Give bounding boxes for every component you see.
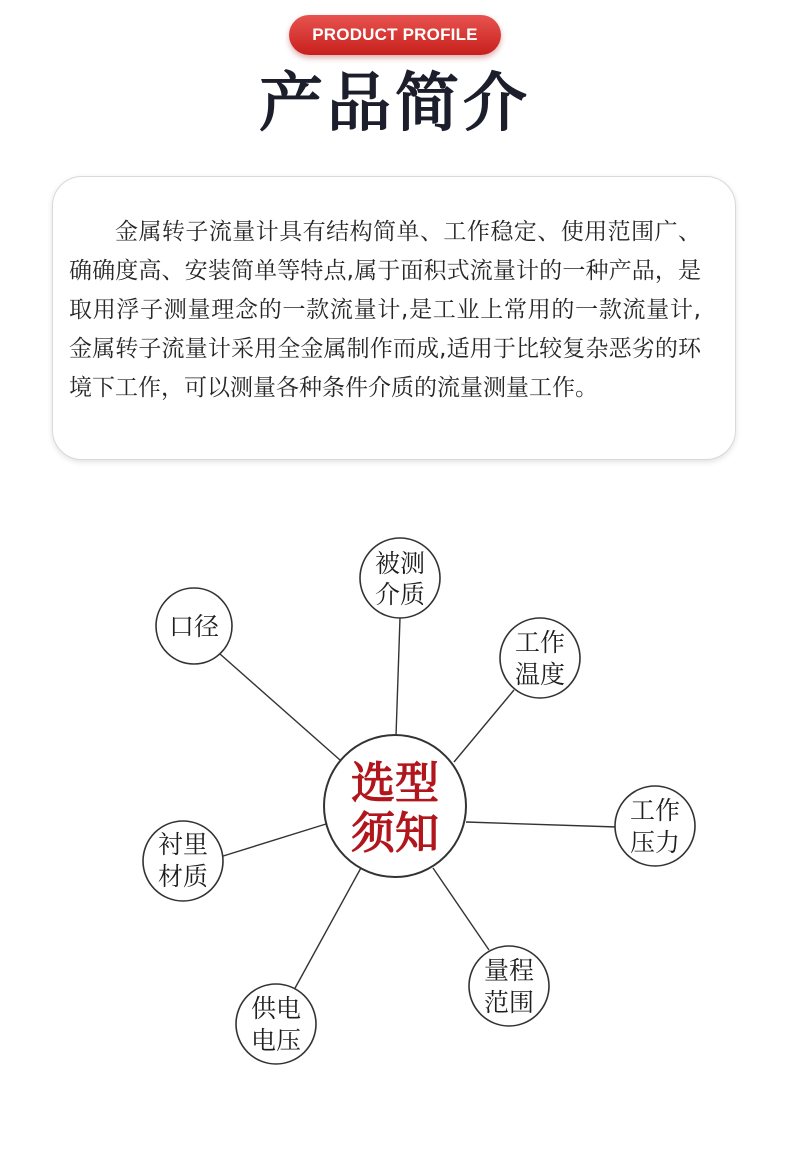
product-profile-badge: PRODUCT PROFILE [289, 15, 501, 55]
node-label-line: 材质 [157, 862, 209, 891]
node-label-line: 衬里 [157, 830, 209, 859]
center-hub [324, 735, 466, 877]
node-label-line: 压力 [629, 828, 681, 857]
node-label-line: 口径 [168, 612, 220, 641]
node-caliber [156, 588, 232, 664]
node-lining-material [143, 821, 223, 901]
node-label-line: 范围 [483, 988, 535, 1017]
node-label-line: 温度 [514, 660, 566, 689]
connector-power-supply-voltage [294, 866, 362, 990]
center-line-1: 选型 [351, 758, 439, 809]
node-working-temperature [500, 618, 580, 698]
connector-lining-material [220, 824, 326, 857]
center-line-2: 须知 [351, 808, 439, 859]
node-label-line: 电压 [250, 1026, 302, 1055]
connector-range [433, 868, 489, 950]
node-working-pressure [615, 786, 695, 866]
node-range [469, 946, 549, 1026]
connector-working-pressure [466, 822, 617, 827]
node-label-line: 量程 [483, 956, 535, 985]
connector-caliber [220, 654, 340, 760]
connector-working-temperature [454, 690, 514, 762]
connector-measured-medium [396, 618, 400, 736]
node-label-line: 供电 [250, 994, 302, 1023]
node-measured-medium [360, 538, 440, 618]
intro-paragraph: 金属转子流量计具有结构简单、工作稳定、使用范围广、确确度高、安装简单等特点,属于面积式流量计的一种产品，是取用浮子测量理念的一款流量计,是工业上常用的一款流量计,金属转子流量计采用全金属制作而成,适用于比较复杂恶劣的环境下工作，可以测量各种条件介质的流量测量工作。 [69, 219, 701, 401]
node-label-line: 被测 [374, 549, 426, 578]
node-label-line: 工作 [514, 628, 566, 657]
node-label-line: 工作 [629, 796, 681, 825]
node-power-supply-voltage [236, 984, 316, 1064]
node-label-line: 介质 [374, 580, 426, 609]
page-title: 产品简介 [259, 67, 531, 141]
